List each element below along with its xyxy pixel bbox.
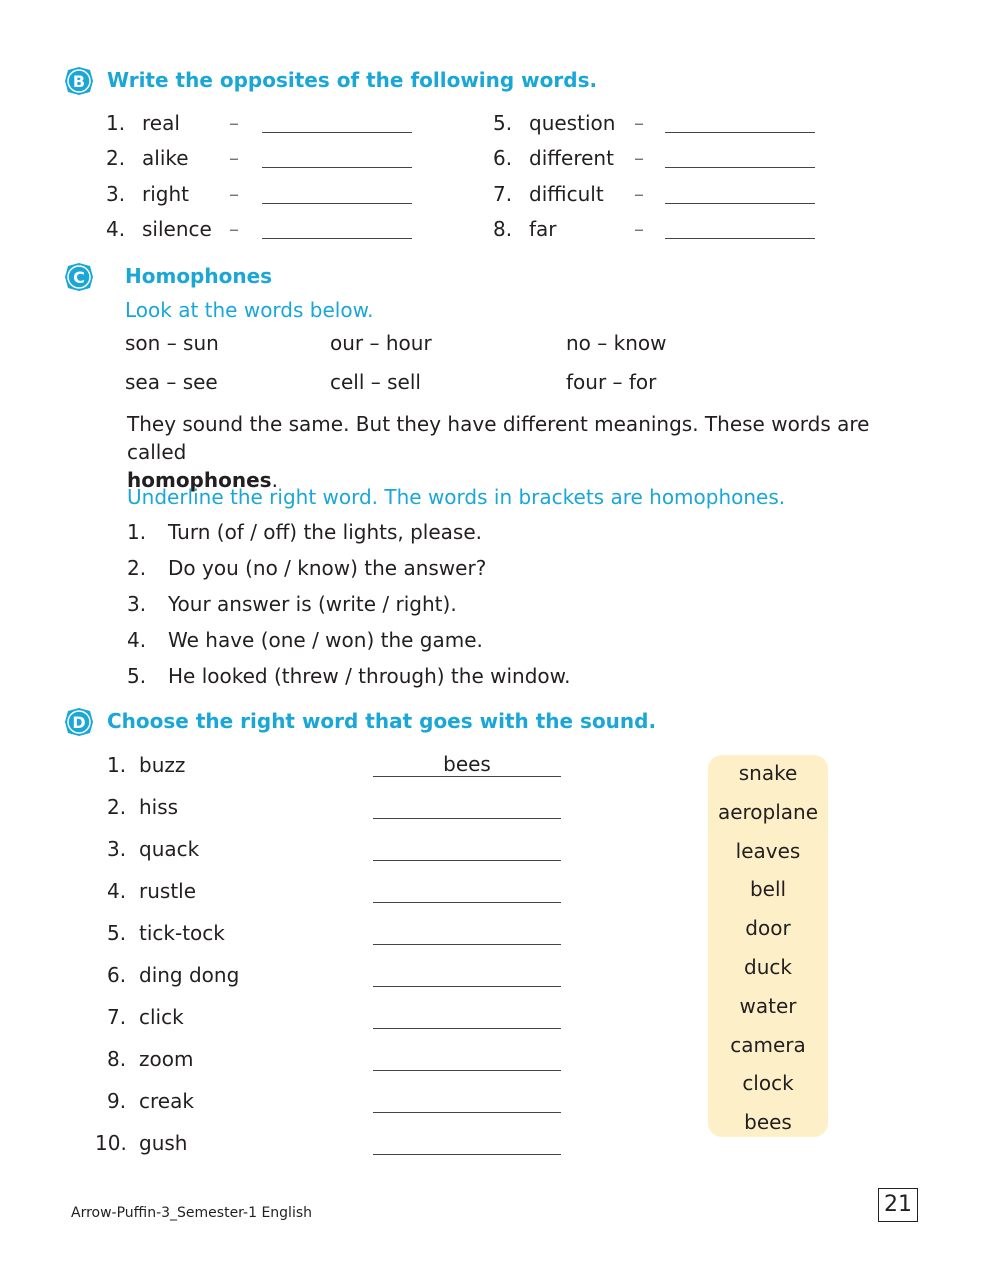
opposite-item-dash: –: [229, 146, 239, 170]
word-bank-item: aeroplane: [717, 799, 819, 824]
sound-answer-blank[interactable]: [373, 1006, 561, 1029]
opposite-item-dash: –: [634, 146, 644, 170]
section-b-title: Write the opposites of the following words.: [107, 68, 598, 92]
opposite-item-number: 8.: [493, 217, 513, 241]
section-b-badge-icon: [64, 66, 94, 96]
sentence-number: 5.: [127, 664, 147, 688]
sentence-number: 1.: [127, 520, 147, 544]
opposite-item-number: 7.: [493, 182, 513, 206]
homophone-pair: four – for: [566, 370, 657, 394]
sound-item-word: hiss: [139, 795, 179, 819]
section-d-title: Choose the right word that goes with the sound.: [107, 709, 657, 733]
word-bank-item: bees: [744, 1110, 792, 1135]
sound-answer-blank[interactable]: [373, 964, 561, 987]
sound-answer-blank[interactable]: [373, 880, 561, 903]
sound-item-word: ding dong: [139, 963, 240, 987]
word-bank-item: door: [745, 916, 791, 941]
opposite-item-number: 3.: [106, 182, 126, 206]
opposite-answer-blank[interactable]: [262, 216, 412, 239]
opposite-item-word: alike: [142, 146, 189, 170]
homophone-explanation: [127, 410, 927, 494]
footer-book-title: Arrow-Puffin-3_Semester-1 English: [71, 1205, 313, 1221]
word-bank-item: snake: [738, 761, 798, 785]
opposite-item-word: far: [529, 217, 557, 241]
explanation-text: They sound the same. But they have different meanings. These words are called: [127, 412, 870, 464]
opposite-answer-blank[interactable]: [262, 110, 412, 133]
sound-item-number: 5.: [107, 921, 127, 945]
sound-item-word: click: [139, 1005, 184, 1029]
opposite-item-number: 1.: [106, 111, 126, 135]
opposite-item-number: 4.: [106, 217, 126, 241]
sound-item-word: zoom: [139, 1047, 194, 1071]
sentence-text[interactable]: Do you (no / know) the answer?: [168, 556, 487, 580]
sound-answer-blank[interactable]: [373, 1090, 561, 1113]
sound-item-number: 10.: [95, 1131, 127, 1155]
section-c-task: Underline the right word. The words in brackets are homophones.: [127, 485, 786, 509]
sound-item-number: 6.: [107, 963, 127, 987]
opposite-item-dash: –: [634, 111, 644, 135]
word-bank-item: clock: [742, 1071, 794, 1096]
sound-item-word: tick-tock: [139, 921, 225, 945]
homophone-pair: sea – see: [125, 370, 218, 394]
opposite-item-number: 2.: [106, 146, 126, 170]
sentence-text[interactable]: Your answer is (write / right).: [168, 592, 457, 616]
sound-answer-text: bees: [443, 752, 491, 776]
opposite-item-dash: –: [634, 217, 644, 241]
homophone-pair: no – know: [566, 331, 667, 355]
word-bank-item: bell: [749, 877, 787, 902]
explanation-bold-term: homophones: [127, 468, 272, 492]
opposite-answer-blank[interactable]: [665, 110, 815, 133]
opposite-item-word: right: [142, 182, 189, 206]
section-c-instruction: Look at the words below.: [125, 298, 374, 322]
word-bank: [708, 755, 828, 1137]
sentence-number: 3.: [127, 592, 147, 616]
opposite-item-word: difficult: [529, 182, 604, 206]
word-bank-item: water: [739, 993, 797, 1018]
sentence-text[interactable]: We have (one / won) the game.: [168, 628, 483, 652]
sound-item-number: 3.: [107, 837, 127, 861]
svg-text:C: C: [73, 268, 85, 287]
word-bank-item: duck: [744, 955, 792, 979]
homophone-pair: our – hour: [330, 331, 432, 355]
sound-answer-blank[interactable]: [373, 1132, 561, 1155]
sound-item-word: gush: [139, 1131, 188, 1155]
page-number: 21: [878, 1188, 918, 1222]
homophone-pair: son – sun: [125, 331, 219, 355]
opposite-answer-blank[interactable]: [262, 181, 412, 204]
section-d-badge-icon: [64, 707, 94, 737]
opposite-item-number: 5.: [493, 111, 513, 135]
word-bank-item: leaves: [735, 838, 801, 863]
opposite-item-dash: –: [229, 182, 239, 206]
sound-item-number: 1.: [107, 753, 127, 777]
svg-text:B: B: [72, 72, 86, 91]
opposite-item-dash: –: [634, 182, 644, 206]
sound-item-number: 9.: [107, 1089, 127, 1113]
sentence-number: 4.: [127, 628, 147, 652]
opposite-answer-blank[interactable]: [665, 216, 815, 239]
sound-answer-blank[interactable]: [373, 754, 561, 777]
sound-item-word: quack: [139, 837, 200, 861]
opposite-item-number: 6.: [493, 146, 513, 170]
opposite-answer-blank[interactable]: [665, 145, 815, 168]
sentence-text[interactable]: He looked (threw / through) the window.: [168, 664, 571, 688]
svg-text:D: D: [72, 713, 86, 732]
sound-item-number: 8.: [107, 1047, 127, 1071]
word-bank-item: camera: [730, 1032, 806, 1057]
sentence-text[interactable]: Turn (of / off) the lights, please.: [168, 520, 483, 544]
opposite-item-dash: –: [229, 111, 239, 135]
sound-item-word: buzz: [139, 753, 186, 777]
opposite-item-word: real: [142, 111, 180, 135]
opposite-answer-blank[interactable]: [665, 181, 815, 204]
homophone-pair: cell – sell: [330, 370, 421, 394]
opposite-item-word: question: [529, 111, 616, 135]
section-c-title: Homophones: [125, 264, 273, 288]
sentence-number: 2.: [127, 556, 147, 580]
sound-item-number: 4.: [107, 879, 127, 903]
opposite-answer-blank[interactable]: [262, 145, 412, 168]
opposite-item-word: silence: [142, 217, 212, 241]
sound-item-word: creak: [139, 1089, 194, 1113]
sound-answer-blank[interactable]: [373, 922, 561, 945]
sound-answer-blank[interactable]: [373, 1048, 561, 1071]
section-c-badge-icon: [64, 262, 94, 292]
sound-answer-blank[interactable]: [373, 796, 561, 819]
opposite-item-dash: –: [229, 217, 239, 241]
opposite-item-word: different: [529, 146, 614, 170]
sound-answer-blank[interactable]: [373, 838, 561, 861]
sound-item-number: 7.: [107, 1005, 127, 1029]
explanation-end: .: [271, 468, 278, 492]
sound-item-word: rustle: [139, 879, 197, 903]
sound-item-number: 2.: [107, 795, 127, 819]
